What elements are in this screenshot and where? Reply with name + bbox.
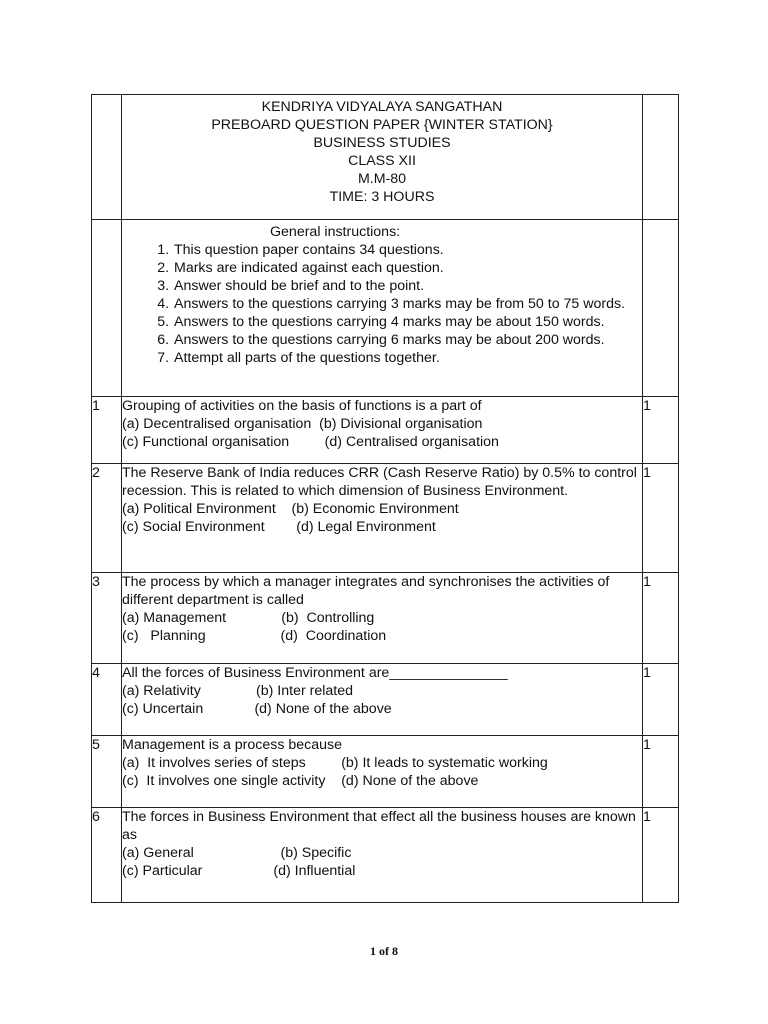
question-marks: 1 (643, 808, 679, 903)
question-marks: 1 (643, 464, 679, 573)
question-options: (c) Planning (d) Coordination (122, 628, 387, 644)
question-row (92, 573, 679, 664)
instructions-list (128, 241, 638, 367)
question-text: The process by which a manager integrates and synchronises the activities of different department is called (122, 574, 610, 608)
question-options: (c) Functional organisation (d) Centralised organisation (122, 434, 499, 450)
instructions-mark-cell (643, 220, 679, 397)
question-row (92, 736, 679, 808)
question-text: The Reserve Bank of India reduces CRR (Cash Reserve Ratio) by 0.5% to control recession. This is related to which dimension of Business Environment. (122, 465, 637, 499)
question-cell (122, 808, 643, 903)
question-number: 6 (92, 808, 122, 903)
question-number: 1 (92, 397, 122, 464)
instruction-item: 7. Attempt all parts of the questions together. (173, 349, 638, 367)
question-options: (c) Social Environment (d) Legal Environment (122, 519, 436, 535)
question-cell (122, 664, 643, 736)
question-text: All the forces of Business Environment are_______________ (122, 665, 508, 681)
question-number: 5 (92, 736, 122, 808)
instructions-row (92, 220, 679, 397)
instruction-item: 3. Answer should be brief and to the point. (173, 277, 638, 295)
instruction-item: 2. Marks are indicated against each question. (173, 259, 638, 277)
question-number: 3 (92, 573, 122, 664)
paper-title: PREBOARD QUESTION PAPER {WINTER STATION} (211, 117, 553, 133)
question-cell (122, 573, 643, 664)
instruction-item: 4. Answers to the questions carrying 3 marks may be from 50 to 75 words. (173, 295, 638, 313)
header-row (92, 95, 679, 220)
header-num-cell (92, 95, 122, 220)
question-row (92, 464, 679, 573)
page-number: 1 of 8 (370, 944, 398, 958)
question-options: (a) Political Environment (b) Economic Environment (122, 501, 459, 517)
question-row (92, 664, 679, 736)
question-paper-table (91, 94, 679, 903)
question-text: Management is a process because (122, 737, 343, 753)
question-row (92, 397, 679, 464)
question-cell (122, 397, 643, 464)
question-options: (a) Relativity (b) Inter related (122, 683, 354, 699)
subject: BUSINESS STUDIES (313, 135, 451, 151)
question-cell (122, 736, 643, 808)
question-options: (a) General (b) Specific (122, 845, 352, 861)
question-marks: 1 (643, 573, 679, 664)
question-options: (c) Particular (d) Influential (122, 863, 356, 879)
question-text: Grouping of activities on the basis of functions is a part of (122, 398, 482, 414)
instruction-item: 5. Answers to the questions carrying 4 marks may be about 150 words. (173, 313, 638, 331)
question-marks: 1 (643, 397, 679, 464)
question-options: (a) Management (b) Controlling (122, 610, 375, 626)
question-row (92, 808, 679, 903)
time-label: TIME: 3 HOURS (329, 189, 435, 205)
max-marks: M.M-80 (357, 171, 407, 187)
question-number: 4 (92, 664, 122, 736)
question-marks: 1 (643, 736, 679, 808)
question-options: (c) It involves one single activity (d) None of the above (122, 773, 479, 789)
question-number: 2 (92, 464, 122, 573)
instructions-block (122, 220, 643, 397)
question-marks: 1 (643, 664, 679, 736)
instruction-item: 6. Answers to the questions carrying 6 marks may be about 200 words. (173, 331, 638, 349)
instruction-item: 1. This question paper contains 34 questions. (173, 241, 638, 259)
question-options: (a) It involves series of steps (b) It leads to systematic working (122, 755, 548, 771)
paper-header (122, 95, 643, 220)
instructions-num-cell (92, 220, 122, 397)
header-mark-cell (643, 95, 679, 220)
question-text: The forces in Business Environment that effect all the business houses are known as (122, 809, 636, 843)
question-options: (a) Decentralised organisation (b) Divisional organisation (122, 416, 483, 432)
question-options: (c) Uncertain (d) None of the above (122, 701, 392, 717)
school-name: KENDRIYA VIDYALAYA SANGATHAN (261, 99, 503, 115)
instructions-title: General instructions: (270, 224, 401, 240)
class-label: CLASS XII (348, 153, 416, 169)
question-cell (122, 464, 643, 573)
